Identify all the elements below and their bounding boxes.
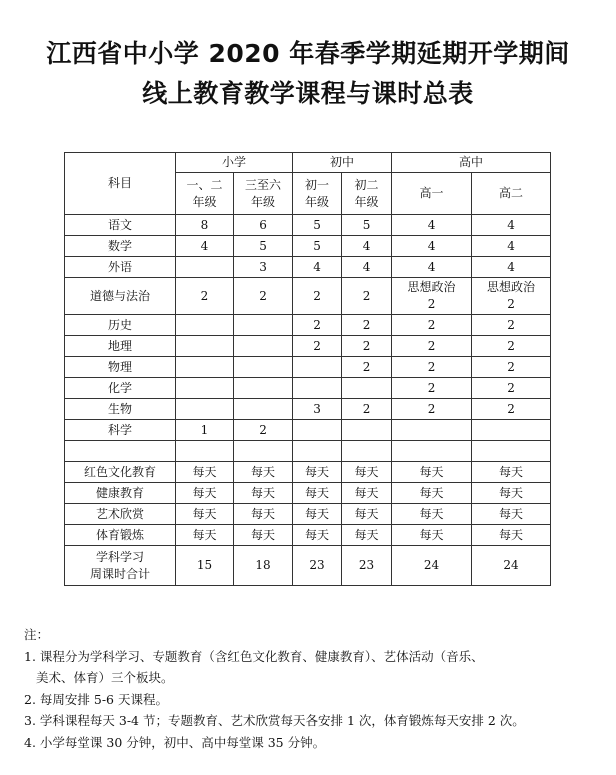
value-cell: 每天 bbox=[392, 504, 472, 525]
title-line-1: 江西省中小学 2020 年春季学期延期开学期间 bbox=[46, 39, 570, 68]
value-cell bbox=[342, 441, 392, 462]
value-cell: 2 bbox=[293, 278, 342, 315]
value-cell bbox=[472, 441, 551, 462]
subject-cell: 数学 bbox=[65, 236, 176, 257]
value-cell: 3 bbox=[234, 257, 293, 278]
table-row bbox=[65, 420, 551, 441]
note-item: 4. 小学每堂课 30 分钟，初中、高中每堂课 35 分钟。 bbox=[24, 734, 326, 750]
value-cell bbox=[234, 336, 293, 357]
table-row bbox=[65, 399, 551, 420]
value-cell bbox=[293, 378, 342, 399]
value-cell: 23 bbox=[342, 546, 392, 586]
value-cell: 每天 bbox=[342, 462, 392, 483]
value-cell: 4 bbox=[392, 236, 472, 257]
value-cell: 5 bbox=[293, 236, 342, 257]
value-cell: 2 bbox=[392, 399, 472, 420]
value-cell: 每天 bbox=[234, 462, 293, 483]
value-cell: 2 bbox=[234, 278, 293, 315]
value-cell: 5 bbox=[234, 236, 293, 257]
value-cell: 5 bbox=[293, 215, 342, 236]
table-row bbox=[65, 378, 551, 399]
subject-cell: 体育锻炼 bbox=[65, 525, 176, 546]
subject-cell: 红色文化教育 bbox=[65, 462, 176, 483]
value-cell: 15 bbox=[176, 546, 234, 586]
value-cell: 4 bbox=[472, 236, 551, 257]
subject-cell: 化学 bbox=[65, 378, 176, 399]
subject-cell: 科学 bbox=[65, 420, 176, 441]
table-row bbox=[65, 215, 551, 236]
value-cell: 每天 bbox=[293, 504, 342, 525]
value-cell bbox=[176, 441, 234, 462]
table-row bbox=[65, 315, 551, 336]
grade-header: 一、二 年级 bbox=[176, 173, 234, 215]
value-cell: 每天 bbox=[234, 483, 293, 504]
subject-cell: 地理 bbox=[65, 336, 176, 357]
table-row bbox=[65, 483, 551, 504]
value-cell bbox=[293, 357, 342, 378]
value-cell: 2 bbox=[176, 278, 234, 315]
grade-header: 高二 bbox=[472, 173, 551, 215]
value-cell: 2 bbox=[342, 399, 392, 420]
value-cell: 2 bbox=[293, 315, 342, 336]
value-cell: 每天 bbox=[176, 483, 234, 504]
value-cell: 4 bbox=[392, 257, 472, 278]
value-cell: 每天 bbox=[176, 504, 234, 525]
value-cell bbox=[234, 315, 293, 336]
notes-section bbox=[24, 624, 612, 753]
grade-header: 三至六 年级 bbox=[234, 173, 293, 215]
note-item: 2. 每周安排 5-6 天课程。 bbox=[24, 691, 168, 707]
value-cell: 每天 bbox=[472, 525, 551, 546]
value-cell: 思想政治 2 bbox=[472, 278, 551, 315]
value-cell: 4 bbox=[342, 236, 392, 257]
subject-cell: 外语 bbox=[65, 257, 176, 278]
value-cell: 3 bbox=[293, 399, 342, 420]
subject-cell: 学科学习 周课时合计 bbox=[65, 546, 176, 586]
value-cell bbox=[342, 378, 392, 399]
value-cell bbox=[342, 420, 392, 441]
junior-header: 初中 bbox=[293, 153, 392, 173]
note-item: 3. 学科课程每天 3-4 节；专题教育、艺术欣赏每天各安排 1 次，体育锻炼每天安排 2 次。 bbox=[24, 713, 525, 728]
subject-cell: 健康教育 bbox=[65, 483, 176, 504]
value-cell: 6 bbox=[234, 215, 293, 236]
value-cell: 2 bbox=[472, 399, 551, 420]
value-cell bbox=[176, 315, 234, 336]
table-row bbox=[65, 441, 551, 462]
value-cell: 每天 bbox=[342, 525, 392, 546]
primary-header: 小学 bbox=[176, 153, 293, 173]
note-item: 1. 课程分为学科学习、专题教育（含红色文化教育、健康教育）、艺体活动（音乐、 bbox=[24, 648, 484, 664]
subject-cell: 物理 bbox=[65, 357, 176, 378]
header-row-levels bbox=[65, 153, 551, 173]
value-cell: 每天 bbox=[293, 483, 342, 504]
value-cell: 24 bbox=[392, 546, 472, 586]
value-cell: 1 bbox=[176, 420, 234, 441]
value-cell: 2 bbox=[472, 378, 551, 399]
table-row bbox=[65, 525, 551, 546]
value-cell: 每天 bbox=[472, 504, 551, 525]
value-cell: 4 bbox=[392, 215, 472, 236]
value-cell: 每天 bbox=[392, 462, 472, 483]
value-cell: 2 bbox=[342, 336, 392, 357]
value-cell: 2 bbox=[342, 278, 392, 315]
value-cell: 2 bbox=[392, 336, 472, 357]
value-cell: 每天 bbox=[472, 462, 551, 483]
value-cell: 每天 bbox=[176, 525, 234, 546]
value-cell bbox=[176, 336, 234, 357]
grade-header: 初一 年级 bbox=[293, 173, 342, 215]
value-cell bbox=[234, 378, 293, 399]
value-cell: 5 bbox=[342, 215, 392, 236]
subject-cell: 道德与法治 bbox=[65, 278, 176, 315]
value-cell bbox=[234, 399, 293, 420]
value-cell: 思想政治 2 bbox=[392, 278, 472, 315]
value-cell bbox=[392, 441, 472, 462]
table-row bbox=[65, 357, 551, 378]
note-item: 美术、体育）三个板块。 bbox=[36, 670, 174, 685]
value-cell: 4 bbox=[472, 257, 551, 278]
value-cell: 每天 bbox=[342, 504, 392, 525]
table-row bbox=[65, 504, 551, 525]
value-cell: 每天 bbox=[176, 462, 234, 483]
table-row bbox=[65, 278, 551, 315]
subject-cell: 语文 bbox=[65, 215, 176, 236]
table-row bbox=[65, 462, 551, 483]
value-cell: 23 bbox=[293, 546, 342, 586]
value-cell bbox=[293, 441, 342, 462]
value-cell: 4 bbox=[176, 236, 234, 257]
value-cell: 8 bbox=[176, 215, 234, 236]
value-cell bbox=[176, 357, 234, 378]
value-cell: 18 bbox=[234, 546, 293, 586]
value-cell bbox=[176, 257, 234, 278]
value-cell: 每天 bbox=[234, 525, 293, 546]
value-cell: 2 bbox=[234, 420, 293, 441]
value-cell: 每天 bbox=[392, 525, 472, 546]
value-cell bbox=[472, 420, 551, 441]
value-cell: 2 bbox=[472, 357, 551, 378]
document-title bbox=[0, 34, 616, 114]
value-cell: 2 bbox=[392, 357, 472, 378]
table-row bbox=[65, 336, 551, 357]
value-cell bbox=[176, 378, 234, 399]
value-cell: 2 bbox=[472, 336, 551, 357]
subject-cell bbox=[65, 441, 176, 462]
value-cell: 4 bbox=[293, 257, 342, 278]
notes-heading: 注： bbox=[24, 627, 50, 642]
value-cell bbox=[234, 357, 293, 378]
value-cell: 4 bbox=[342, 257, 392, 278]
senior-header: 高中 bbox=[392, 153, 551, 173]
subject-header: 科目 bbox=[65, 153, 176, 215]
table-row bbox=[65, 257, 551, 278]
value-cell: 每天 bbox=[392, 483, 472, 504]
value-cell: 每天 bbox=[293, 462, 342, 483]
grade-header: 初二 年级 bbox=[342, 173, 392, 215]
value-cell bbox=[176, 399, 234, 420]
value-cell bbox=[293, 420, 342, 441]
subject-cell: 艺术欣赏 bbox=[65, 504, 176, 525]
value-cell: 2 bbox=[392, 315, 472, 336]
table-row bbox=[65, 546, 551, 586]
value-cell: 每天 bbox=[342, 483, 392, 504]
value-cell: 每天 bbox=[234, 504, 293, 525]
subject-cell: 生物 bbox=[65, 399, 176, 420]
schedule-table bbox=[64, 152, 551, 586]
title-line-2: 线上教育教学课程与课时总表 bbox=[142, 79, 474, 108]
value-cell: 每天 bbox=[472, 483, 551, 504]
value-cell: 2 bbox=[392, 378, 472, 399]
value-cell: 2 bbox=[293, 336, 342, 357]
value-cell: 4 bbox=[472, 215, 551, 236]
value-cell: 2 bbox=[342, 357, 392, 378]
table-row bbox=[65, 236, 551, 257]
value-cell bbox=[234, 441, 293, 462]
value-cell: 24 bbox=[472, 546, 551, 586]
grade-header: 高一 bbox=[392, 173, 472, 215]
value-cell: 2 bbox=[472, 315, 551, 336]
value-cell bbox=[392, 420, 472, 441]
value-cell: 每天 bbox=[293, 525, 342, 546]
subject-cell: 历史 bbox=[65, 315, 176, 336]
value-cell: 2 bbox=[342, 315, 392, 336]
